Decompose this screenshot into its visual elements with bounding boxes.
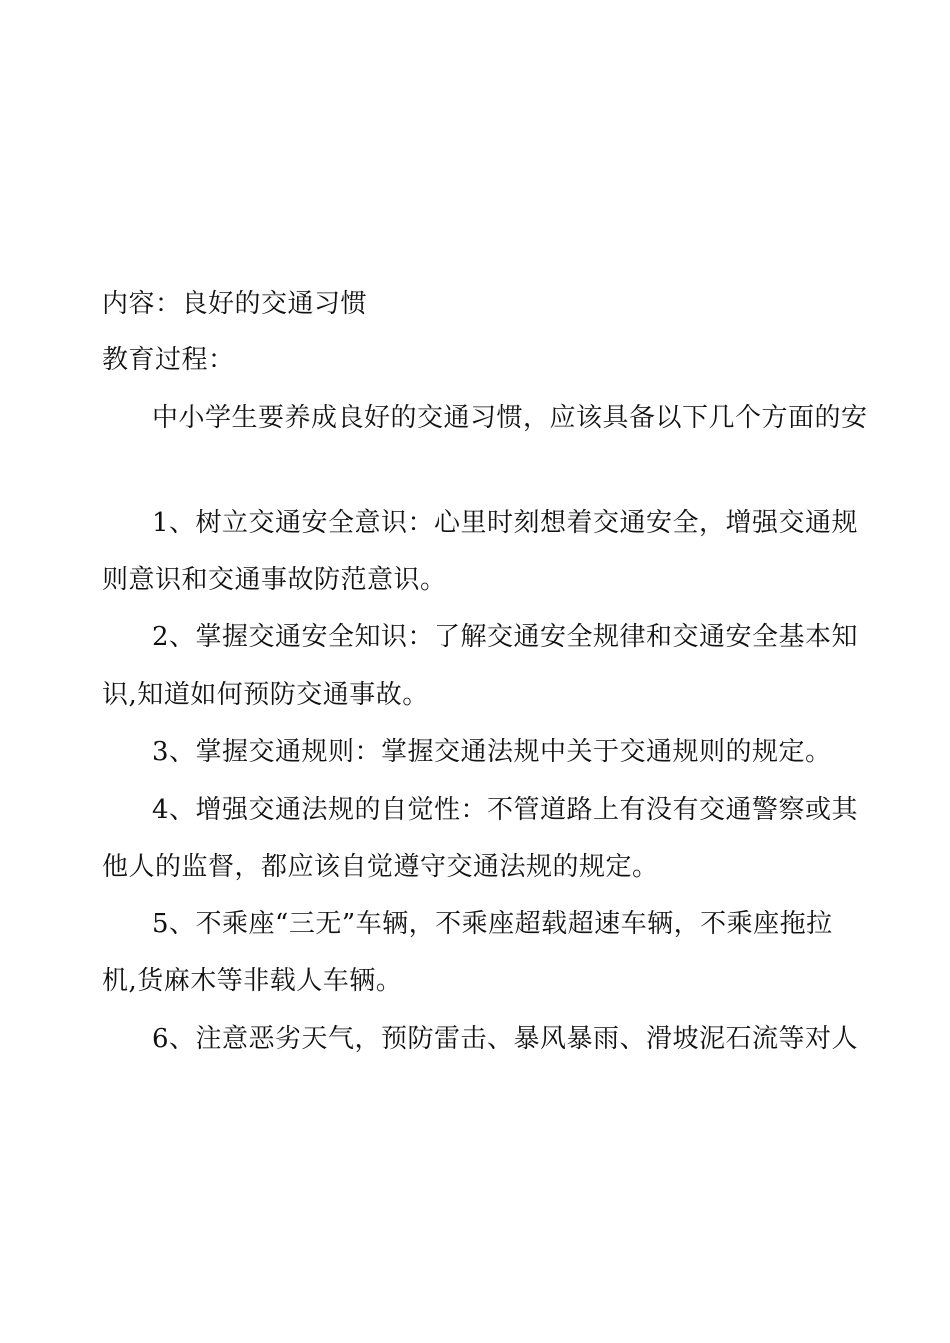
- item-1-line-2: 则意识和交通事故防范意识。: [102, 565, 447, 595]
- item-2-line-1: 2、掌握交通安全知识：了解交通安全规律和交通安全基本知: [152, 622, 859, 652]
- document-subheading: 教育过程：: [102, 345, 235, 375]
- item-3-line-1: 3、掌握交通规则：掌握交通法规中关于交通规则的规定。: [152, 737, 832, 767]
- intro-paragraph: 中小学生要养成良好的交通习惯，应该具备以下几个方面的安: [152, 403, 868, 433]
- item-6-line-1: 6、注意恶劣天气，预防雷击、暴风暴雨、滑坡泥石流等对人: [152, 1024, 859, 1054]
- item-5-line-1: 5、不乘座“三无”车辆，不乘座超载超速车辆，不乘座拖拉: [152, 909, 833, 939]
- item-2-line-2: 识,知道如何预防交通事故。: [102, 680, 429, 710]
- item-4-line-2: 他人的监督，都应该自觉遵守交通法规的规定。: [102, 852, 659, 882]
- item-1-line-1: 1、树立交通安全意识：心里时刻想着交通安全，增强交通规: [152, 508, 859, 538]
- item-5-line-2: 机,货麻木等非载人车辆。: [102, 966, 403, 996]
- document-heading: 内容：良好的交通习惯: [102, 289, 368, 319]
- item-4-line-1: 4、增强交通法规的自觉性：不管道路上有没有交通警察或其: [152, 795, 859, 825]
